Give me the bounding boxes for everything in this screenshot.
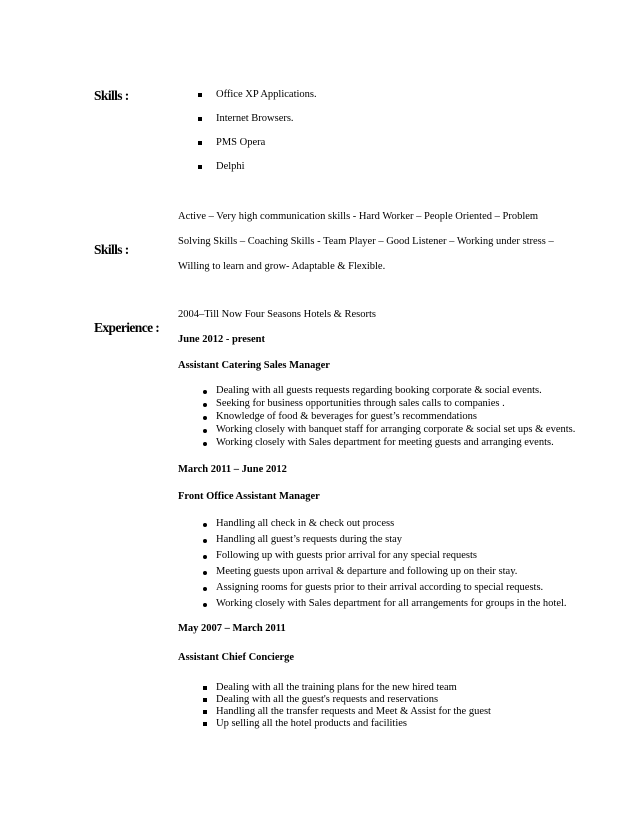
disc-bullet-icon [203, 442, 207, 446]
square-bullet-icon [198, 93, 202, 97]
duty-text: Following up with guests prior arrival for any special requests [216, 550, 477, 561]
soft-skills-line: Active – Very high communication skills - Hard Worker – People Oriented – Problem [178, 211, 539, 222]
square-bullet-icon [198, 141, 202, 145]
skill-item: Delphi [216, 161, 245, 172]
duty-text: Working closely with Sales department for meeting guests and arranging events. [216, 437, 554, 448]
role-title: Assistant Chief Concierge [178, 652, 295, 663]
role-period: June 2012 - present [178, 334, 266, 345]
soft-skills-line: Solving Skills – Coaching Skills - Team Player – Good Listener – Working under stress – [178, 236, 554, 247]
disc-bullet-icon [203, 429, 207, 433]
disc-bullet-icon [203, 587, 207, 591]
skill-item: Internet Browsers. [216, 113, 294, 124]
skills-heading-2: Skills : [94, 242, 129, 257]
duty-text: Dealing with all the guest's requests and reservations [216, 694, 439, 705]
disc-bullet-icon [203, 390, 207, 394]
duty-text: Working closely with banquet staff for arranging corporate & social set ups & events. [216, 424, 576, 435]
skill-item: PMS Opera [216, 137, 266, 148]
duty-text: Handling all check in & check out process [216, 518, 395, 529]
square-bullet-icon [203, 710, 207, 714]
employer-line: 2004–Till Now Four Seasons Hotels & Resorts [178, 309, 376, 320]
skills-heading-1: Skills : [94, 88, 129, 103]
duty-text: Assigning rooms for guests prior to their arrival according to special requests. [216, 582, 544, 593]
duty-text: Dealing with all the training plans for the new hired team [216, 682, 457, 693]
disc-bullet-icon [203, 539, 207, 543]
skill-item: Office XP Applications. [216, 89, 317, 100]
square-bullet-icon [198, 117, 202, 121]
duty-text: Dealing with all guests requests regarding booking corporate & social events. [216, 385, 542, 396]
disc-bullet-icon [203, 555, 207, 559]
duty-text: Meeting guests upon arrival & departure and following up on their stay. [216, 566, 518, 577]
role-title: Assistant Catering Sales Manager [178, 360, 330, 371]
disc-bullet-icon [203, 571, 207, 575]
role-period: May 2007 – March 2011 [178, 623, 286, 634]
role-period: March 2011 – June 2012 [178, 464, 287, 475]
square-bullet-icon [198, 165, 202, 169]
disc-bullet-icon [203, 416, 207, 420]
square-bullet-icon [203, 698, 207, 702]
experience-heading: Experience : [94, 320, 160, 335]
square-bullet-icon [203, 686, 207, 690]
duty-text: Seeking for business opportunities through sales calls to companies . [216, 398, 505, 409]
duty-text: Up selling all the hotel products and facilities [216, 718, 407, 729]
square-bullet-icon [203, 722, 207, 726]
duty-text: Working closely with Sales department for all arrangements for groups in the hotel. [216, 598, 567, 609]
disc-bullet-icon [203, 523, 207, 527]
role-title: Front Office Assistant Manager [178, 491, 320, 502]
disc-bullet-icon [203, 603, 207, 607]
duty-text: Knowledge of food & beverages for guest’s recommendations [216, 411, 477, 422]
duty-text: Handling all guest’s requests during the stay [216, 534, 403, 545]
duty-text: Handling all the transfer requests and Meet & Assist for the guest [216, 706, 491, 717]
soft-skills-line: Willing to learn and grow- Adaptable & Flexible. [178, 261, 386, 272]
disc-bullet-icon [203, 403, 207, 407]
